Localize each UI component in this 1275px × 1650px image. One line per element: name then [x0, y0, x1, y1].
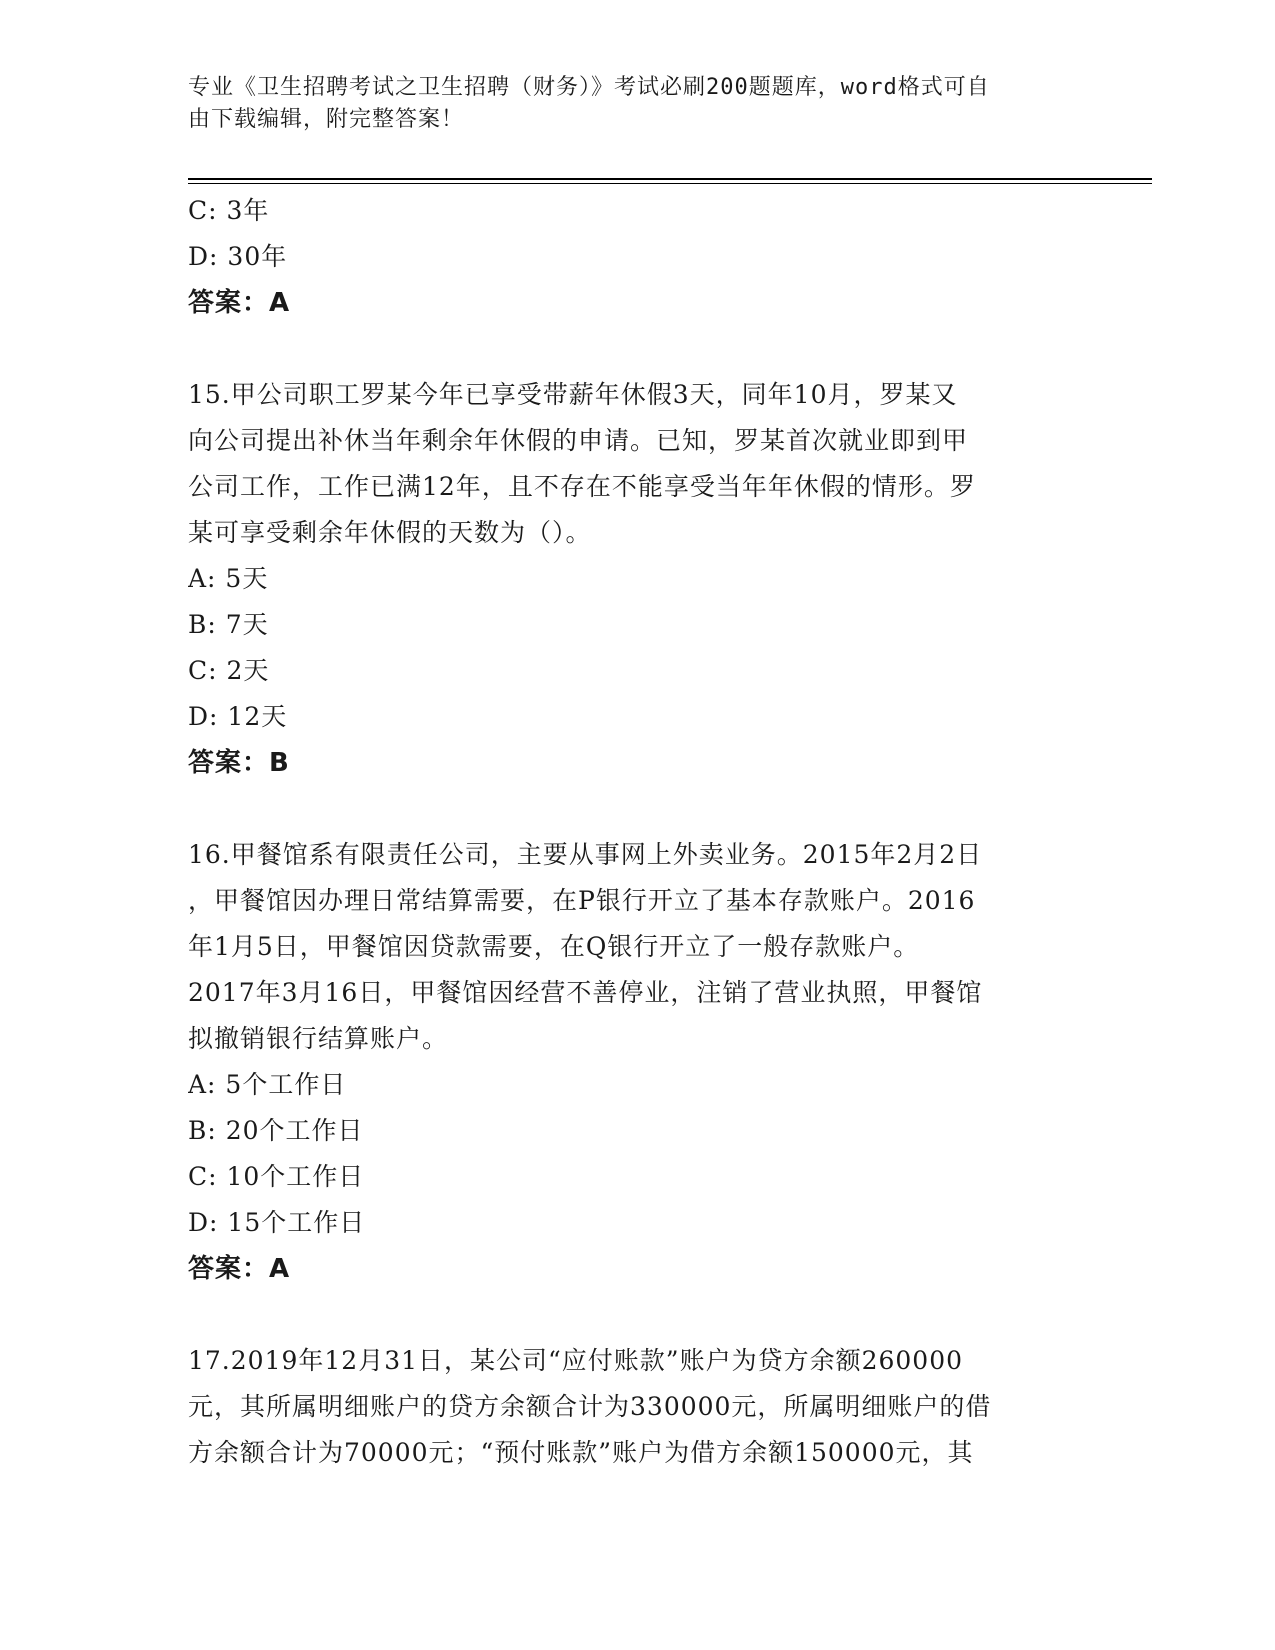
option-line: D: 15个工作日: [188, 1208, 366, 1237]
question-block: [188, 1338, 1088, 1476]
option-line: C: 2天: [188, 656, 270, 685]
answer-line: 答案：A: [188, 1254, 291, 1284]
option-line: A: 5个工作日: [188, 1070, 347, 1099]
option-line: B: 20个工作日: [188, 1116, 364, 1145]
option-line: D: 12天: [188, 702, 288, 731]
question-text-line: 年1月5日，甲餐馆因贷款需要，在Q银行开立了一般存款账户。: [188, 932, 920, 961]
question-text-line: 16.甲餐馆系有限责任公司，主要从事网上外卖业务。2015年2月2日: [188, 840, 983, 869]
question-text-line: 向公司提出补休当年剩余年休假的申请。已知，罗某首次就业即到甲: [188, 426, 969, 455]
header-divider-thin: [188, 183, 1152, 184]
question-text-line: 方余额合计为70000元；“预付账款”账户为借方余额150000元，其: [188, 1438, 974, 1467]
header-line-1: 专业《卫生招聘考试之卫生招聘（财务）》考试必刷200题题库，word格式可自: [188, 75, 990, 100]
question-text-line: 2017年3月16日，甲餐馆因经营不善停业，注销了营业执照，甲餐馆: [188, 978, 983, 1007]
spacer: [188, 1292, 1088, 1338]
answer-line: 答案：A: [188, 288, 291, 318]
option-line: C: 10个工作日: [188, 1162, 365, 1191]
option-line: A: 5天: [188, 564, 269, 593]
question-text-line: 15.甲公司职工罗某今年已享受带薪年休假3天，同年10月，罗某又: [188, 380, 958, 409]
document-body: [188, 188, 1088, 1476]
spacer: [188, 326, 1088, 372]
question-text-line: 拟撤销银行结算账户。: [188, 1024, 449, 1053]
answer-line: 答案：B: [188, 748, 290, 778]
question-text-line: 公司工作，工作已满12年，且不存在不能享受当年年休假的情形。罗: [188, 472, 976, 501]
question-text-line: 元，其所属明细账户的贷方余额合计为330000元，所属明细账户的借: [188, 1392, 992, 1421]
document-header: [188, 72, 1088, 136]
option-line: C: 3年: [188, 196, 270, 225]
header-line-2: 由下载编辑，附完整答案！: [188, 107, 465, 132]
header-divider-thick: [188, 178, 1152, 180]
option-line: D: 30年: [188, 242, 288, 271]
question-text-line: ，甲餐馆因办理日常结算需要，在P银行开立了基本存款账户。2016: [188, 886, 976, 915]
question-text-line: 17.2019年12月31日，某公司“应付账款”账户为贷方余额260000: [188, 1346, 964, 1375]
question-block: [188, 372, 1088, 786]
option-line: B: 7天: [188, 610, 269, 639]
question-text-line: 某可享受剩余年休假的天数为（）。: [188, 518, 592, 547]
spacer: [188, 786, 1088, 832]
question-block: [188, 832, 1088, 1292]
